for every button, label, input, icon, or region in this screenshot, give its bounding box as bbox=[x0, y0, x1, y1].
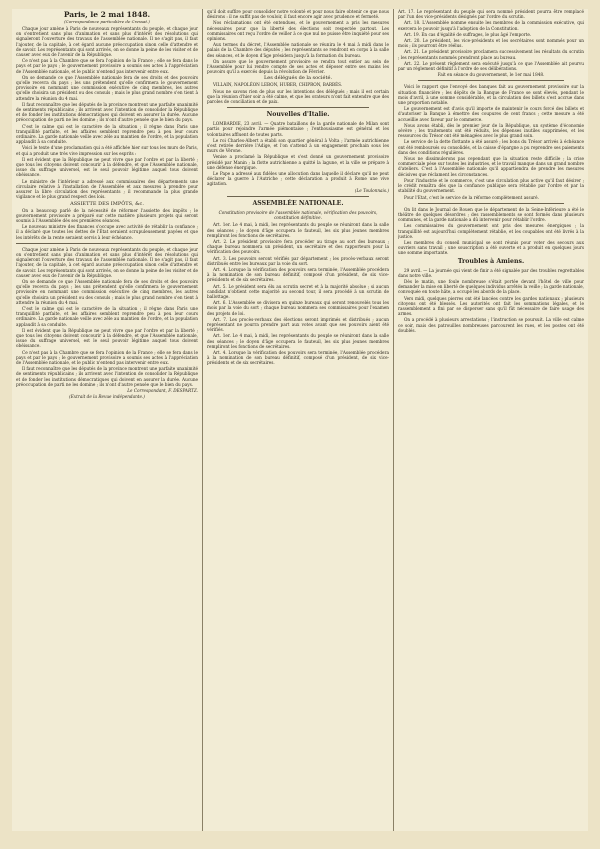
paragraph: C'est le calme qui est le caractère de la situation ; il règne dans Paris une tranquillité parfaite, et les affaires semblent reprendre peu à peu leur cours ordinaire. La garde nationale veille avec zèle au maintien de l'ordre, et la population applaudit à sa conduite. bbox=[16, 305, 198, 327]
paragraph: Nous ne savons rien de plus sur les intentions des délégués ; mais il est certain que la réunion d'hier soir a été calme, et que les orateurs n'ont fait entendre que des paroles de conciliation et de paix. bbox=[207, 88, 389, 105]
paragraph: Il est évident que la République ne peut vivre que par l'ordre et par la liberté ; que tous les citoyens doivent concourir à la défendre, et que l'Assemblée nationale, issue du suffrage universel, est le seul pouvoir légitime auquel tous doivent obéissance. bbox=[16, 156, 198, 178]
paragraph: Il faut reconnaître que les députés de la province montrent une parfaite unanimité de sentiments républicains ; ils arrivent avec l'intention de consolider la République et de fonder les institutions démocratiques qui doivent en assurer la durée. Aucune préoccupation de parti ne les domine ; ils n'ont d'autre pensée que le bien du pays. bbox=[16, 366, 198, 387]
paragraph: Le Pape a adressé aux fidèles une allocution dans laquelle il déclare qu'il ne peut déclarer la guerre à l'Autriche ; cette déclaration a produit à Rome une vive agitation. bbox=[207, 171, 389, 187]
newspaper-page bbox=[12, 9, 588, 831]
section-heading: Nouvelles d'Italie. bbox=[266, 111, 330, 119]
article: Art. 4. Lorsque la vérification des pouvoirs sera terminée, l'Assemblée procédera à la nomination de son bureau définitif, composé d'un président, de six vice-présidents et de six secrétaires. bbox=[207, 266, 389, 283]
section-heading: Troubles à Amiens. bbox=[457, 257, 525, 265]
paragraph: C'est le calme qui est le caractère de la situation ; il règne dans Paris une tranquillité parfaite, et les affaires semblent reprendre peu à peu leur cours ordinaire. La garde nationale veille avec zèle au maintien de l'ordre, et la population applaudit à sa conduite. bbox=[16, 123, 198, 145]
paragraph: Les commissaires du gouvernement ont pris des mesures énergiques ; la tranquillité est aujourd'hui complètement rétablie, et les coupables ont été livrés à la justice. bbox=[398, 223, 584, 239]
column-rule bbox=[202, 9, 203, 831]
paragraph: Il faut reconnaître que les députés de la province montrent une parfaite unanimité de sentiments républicains ; ils arrivent avec l'intention de consolider la République et de fonder les institutions démocratiques qui doivent en assurer la durée. Aucune préoccupation de parti ne les domine ; ils n'ont d'autre pensée que le bien du pays. bbox=[16, 101, 198, 123]
paragraph: Voici le rapport que l'envoyé des banques fait au gouvernement provisoire sur la situation financière ; les dépôts de la Banque de France se sont élevés, pendant le mois d'avril, à une somme considérable, et la circulation des billets s'est accrue dans une proportion notable. bbox=[398, 84, 584, 106]
assembly-subtitle: Constitution provisoire de l'assemblée nationale, vérification des pouvoirs, constitution définitive. bbox=[218, 209, 378, 221]
paragraph: On lit dans le Journal de Rouen que le département de la Seine-Inférieure a été le théâtre de quelques désordres ; des rassemblements se sont formés dans plusieurs communes, et la garde nationale a dû intervenir pour rétablir l'ordre. bbox=[398, 206, 584, 223]
column-1 bbox=[16, 9, 198, 831]
source-note: (Extrait de la Revue indépendante.) bbox=[69, 394, 145, 400]
column-3 bbox=[398, 9, 584, 831]
source-note: (Le Toulonnais.) bbox=[354, 187, 389, 193]
article: Art. 1er. Le 4 mai, à midi, les représentants du peuple se réuniront dans la salle des séances ; le doyen d'âge occupera le fauteuil, les six plus jeunes membres rempliront les fonctions de secrétaires. bbox=[207, 333, 389, 349]
paragraph: On a beaucoup parlé de la nécessité de réformer l'assiette des impôts ; le gouvernement provisoire a préparé sur cette matière plusieurs projets qui seront soumis à l'Assemblée dès ses premières séances. bbox=[16, 207, 198, 223]
paragraph: Le roi Charles-Albert a établi son quartier général à Volta ; l'armée autrichienne s'est retirée derrière l'Adige, et l'on s'attend à un engagement prochain sous les murs de Vérone. bbox=[207, 137, 389, 154]
paragraph: Venise a proclamé la République et s'est donné un gouvernement provisoire présidé par Manin ; la flotte autrichienne a quitté la lagune, et la ville se prépare à une défense énergique. bbox=[207, 154, 389, 170]
article: Art. 4. Lorsque la vérification des pouvoirs sera terminée, l'Assemblée procédera à la nomination de son bureau définitif, composé d'un président, de six vice-présidents et de six secrétaires. bbox=[207, 349, 389, 366]
paragraph: VILLAIN, NAPOLÉON LEBON, HUBER, CHIPRON, BARBÈS. bbox=[213, 82, 343, 88]
paragraph: On se demande ce que l'Assemblée nationale fera de ses droits et des pouvoirs qu'elle recevra du pays ; les uns prétendent qu'elle confirmera le gouvernement provisoire en nommant une commission exécutive de cinq membres, les autres qu'elle choisira un président ou des consuls ; mais le plus grand nombre s'en tient à attendre la réunion du 4 mai. bbox=[16, 278, 198, 305]
paragraph: Le nouveau ministre des finances s'occupe avec activité de rétablir la confiance ; il a déclaré que toutes les dettes de l'État seraient scrupuleusement payées et que les intérêts de la rente seraient servis à leur échéance. bbox=[16, 224, 198, 240]
decree-date: Fait en séance du gouvernement, le 1er mai 1848. bbox=[437, 72, 545, 78]
article: Art. 6. L'Assemblée se divisera en quinze bureaux qui seront renouvelés tous les mois par la voie du sort ; chaque bureau nommera ses commissaires pour l'examen des projets de loi. bbox=[207, 300, 389, 316]
article: Art. 19. En cas d'égalité de suffrages, le plus âgé l'emporte. bbox=[404, 31, 532, 37]
paragraph: Voici le texte d'une proclamation qui a été affichée hier sur tous les murs de Paris, et qui a produit une très vive impression sur les esprits : bbox=[16, 145, 198, 156]
article: Art. 21. Le président provisoire proclamera successivement les résultats du scrutin ; les représentants nommés prendront place au bureau. bbox=[398, 49, 584, 60]
dateline: Paris, le 2 mai 1848. bbox=[63, 10, 151, 19]
article: Art. 20. Le président, les vice-présidents et les secrétaires sont nommés pour un mois ; ils pourront être réélus. bbox=[398, 38, 584, 49]
signature: Le Correspondant, F. DESPARTZ. bbox=[127, 388, 198, 393]
paragraph: On a procédé à plusieurs arrestations ; l'instruction se poursuit. La ville est calme ce soir, mais des patrouilles nombreuses parcourent les rues, et les postes ont été doublés. bbox=[398, 317, 584, 333]
paragraph: Nous ne dissimulerons pas cependant que la situation reste difficile ; la crise commerciale pèse sur toutes les industries, et le travail manque dans un grand nombre d'ateliers. C'est à l'Assemblée nationale qu'il appartiendra de prendre les mesures décisives que réclament les circonstances. bbox=[398, 156, 584, 177]
section-subhead: ASSIETTE DES IMPÔTS, &c. bbox=[70, 200, 144, 207]
paragraph: Le ministre de l'intérieur a adressé aux commissaires des départements une circulaire relative à l'installation de l'Assemblée et aux mesures à prendre pour assurer la libre circulation des représentants ; il recommande la plus grande vigilance et le plus grand respect des lois. bbox=[16, 178, 198, 200]
paragraph: Nos réclamations ont été entendues, et le gouvernement a pris les mesures nécessaires pour que la liberté des élections soit respectée partout. Les commissaires ont reçu l'ordre de veiller à ce que nul ne puisse être inquiété pour ses opinions. bbox=[207, 20, 389, 42]
paragraph: Le gouvernement est d'avis qu'il importe de maintenir le cours forcé des billets et d'autoriser la Banque à émettre des coupures de cent francs ; cette mesure a été accueillie avec faveur par le commerce. bbox=[398, 106, 584, 122]
divider bbox=[16, 243, 198, 244]
article: Art. 7. Les procès-verbaux des élections seront imprimés et distribués ; aucun représentant ne pourra prendre part aux votes avant que ses pouvoirs aient été vérifiés. bbox=[207, 316, 389, 333]
article: Art. 17. Le représentant du peuple qui sera nommé président pourra être remplacé par l'un des vice-présidents désignés par l'ordre du scrutin. bbox=[398, 9, 584, 20]
column-2 bbox=[207, 9, 389, 831]
section-subhead: Les délégués de la société. bbox=[263, 75, 333, 82]
paragraph: Pour l'industrie et le commerce, c'est une circulation plus active qu'il faut désirer ; le crédit renaîtra dès que la confiance publique sera rétablie par l'ordre et par la stabilité du gouvernement. bbox=[398, 177, 584, 194]
divider bbox=[227, 196, 369, 197]
paragraph: Les membres du conseil municipal se sont réunis pour voter des secours aux ouvriers sans travail ; une souscription a été ouverte et a produit en quelques jours une somme importante. bbox=[398, 239, 584, 256]
column-rule bbox=[393, 9, 394, 831]
paragraph: Ce n'est pas à la Chambre que se fera l'opinion de la France ; elle se fera dans le pays et par le pays ; le gouvernement provisoire a soumis ses actes à l'appréciation de l'Assemblée nationale, et le public n'entend pas intervenir entre eux. bbox=[16, 58, 198, 74]
paragraph: Chaque jour amène à Paris de nouveaux représentants du peuple, et chaque jour on s'entretient sans plus d'animation et sans plus d'intérêt des résolutions qui signaleront l'ouverture des travaux de l'assemblée nationale. Il ne s'agit pas, il faut l'ajouter, de la capitale, à cet égard aucune préoccupation sinon celle d'attendre et de savoir. Les représentants qui sont arrivés, on se donne la peine de les visiter et de causer avec eux de l'avenir de la République. bbox=[16, 246, 198, 278]
paragraph: Dès le matin, une foule nombreuse s'était portée devant l'hôtel de ville pour demander la mise en liberté de quelques individus arrêtés la veille ; la garde nationale, convoquée en toute hâte, a occupé les abords de la place. bbox=[398, 278, 584, 295]
paragraph: Vers midi, quelques pierres ont été lancées contre les gardes nationaux ; plusieurs citoyens ont été blessés. Les autorités ont fait les sommations légales, et le rassemblement a fini par se disperser sans qu'il fût nécessaire de faire usage des armes. bbox=[398, 295, 584, 317]
paragraph: Ce n'est pas à la Chambre que se fera l'opinion de la France ; elle se fera dans le pays et par le pays ; le gouvernement provisoire a soumis ses actes à l'appréciation de l'Assemblée nationale, et le public n'entend pas intervenir entre eux. bbox=[16, 349, 198, 365]
paragraph: Le service de la dette flottante a été assuré ; les bons du Trésor arrivés à échéance ont été remboursés ou consolidés, et la caisse d'épargne a pu reprendre ses paiements dans des conditions régulières. bbox=[398, 139, 584, 155]
paragraph: qu'il doit suffire pour consolider notre volonté et pour nous faire obtenir ce que nous désirons : il ne suffit pas de vouloir, il faut encore agir avec prudence et fermeté. bbox=[207, 9, 389, 20]
assembly-title: ASSEMBLÉE NATIONALE. bbox=[252, 199, 344, 207]
paragraph: On se demande ce que l'Assemblée nationale fera de ses droits et des pouvoirs qu'elle recevra du pays ; les uns prétendent qu'elle confirmera le gouvernement provisoire en nommant une commission exécutive de cinq membres, les autres qu'elle choisira un président ou des consuls ; mais le plus grand nombre s'en tient à attendre la réunion du 4 mai. bbox=[16, 74, 198, 101]
article: Art. 5. Le président sera élu au scrutin secret et à la majorité absolue ; si aucun candidat n'obtient cette majorité au second tour, il sera procédé à un scrutin de ballottage. bbox=[207, 283, 389, 299]
article: Art. 22. Le présent règlement sera exécuté jusqu'à ce que l'Assemblée ait pourvu par un règlement définitif à l'ordre de ses délibérations. bbox=[398, 60, 584, 72]
paragraph: LOMBARDIE, 23 avril. — Quatre bataillons de la garde nationale de Milan sont partis pour rejoindre l'armée piémontaise ; l'enthousiasme est général et les volontaires affluent de toutes parts. bbox=[207, 121, 389, 137]
article: Art. 2. Le président provisoire fera procéder au tirage au sort des bureaux ; chaque bureau nommera un président, un secrétaire et des rapporteurs pour la vérification des pouvoirs. bbox=[207, 238, 389, 255]
paragraph: Il est évident que la République ne peut vivre que par l'ordre et par la liberté ; que tous les citoyens doivent concourir à la défendre, et que l'Assemblée nationale, issue du suffrage universel, est le seul pouvoir légitime auquel tous doivent obéissance. bbox=[16, 327, 198, 349]
paragraph: Pour l'Etat, c'est le service de la réforme complètement assuré. bbox=[404, 194, 539, 200]
paragraph: Aux termes du décret, l'Assemblée nationale se réunira le 4 mai à midi dans le palais de la Chambre des députés ; les représentants se rendront en corps à la salle des séances, et le doyen d'âge présidera jusqu'à la formation du bureau. bbox=[207, 42, 389, 58]
article: Art. 18. L'Assemblée nomme ensuite les membres de la commission exécutive, qui exercera le pouvoir jusqu'à l'adoption de la Constitution. bbox=[398, 20, 584, 31]
article: Art. 1er. Le 4 mai, à midi, les représentants du peuple se réuniront dans la salle des séances ; le doyen d'âge occupera le fauteuil, les six plus jeunes membres rempliront les fonctions de secrétaires. bbox=[207, 222, 389, 238]
dateline-sub: (Correspondance particulière de Cressat.) bbox=[64, 19, 150, 24]
divider bbox=[418, 80, 564, 81]
paragraph: Nous avons établi, dès le premier jour de la République, un système d'économie sévère ; les traitements ont été réduits, les dépenses inutiles supprimées, et les ressources du Trésor ont été ménagées avec le plus grand soin. bbox=[398, 122, 584, 139]
paragraph: 29 avril. — La journée qui vient de finir a été signalée par des troubles regrettables dans notre ville. bbox=[398, 267, 584, 278]
article: Art. 3. Les pouvoirs seront vérifiés par département ; les procès-verbaux seront distribués entre les bureaux par la voie du sort. bbox=[207, 255, 389, 266]
divider bbox=[418, 203, 564, 204]
paragraph: Chaque jour amène à Paris de nouveaux représentants du peuple, et chaque jour on s'entretient sans plus d'animation et sans plus d'intérêt des résolutions qui signaleront l'ouverture des travaux de l'assemblée nationale. Il ne s'agit pas, il faut l'ajouter, de la capitale, à cet égard aucune préoccupation sinon celle d'attendre et de savoir. Les représentants qui sont arrivés, on se donne la peine de les visiter et de causer avec eux de l'avenir de la République. bbox=[16, 26, 198, 58]
divider bbox=[227, 107, 369, 108]
paragraph: On assure que le gouvernement provisoire se rendra tout entier au sein de l'Assemblée pour lui rendre compte de ses actes et déposer entre ses mains les pouvoirs qu'il a exercés depuis la révolution de Février. bbox=[207, 58, 389, 75]
